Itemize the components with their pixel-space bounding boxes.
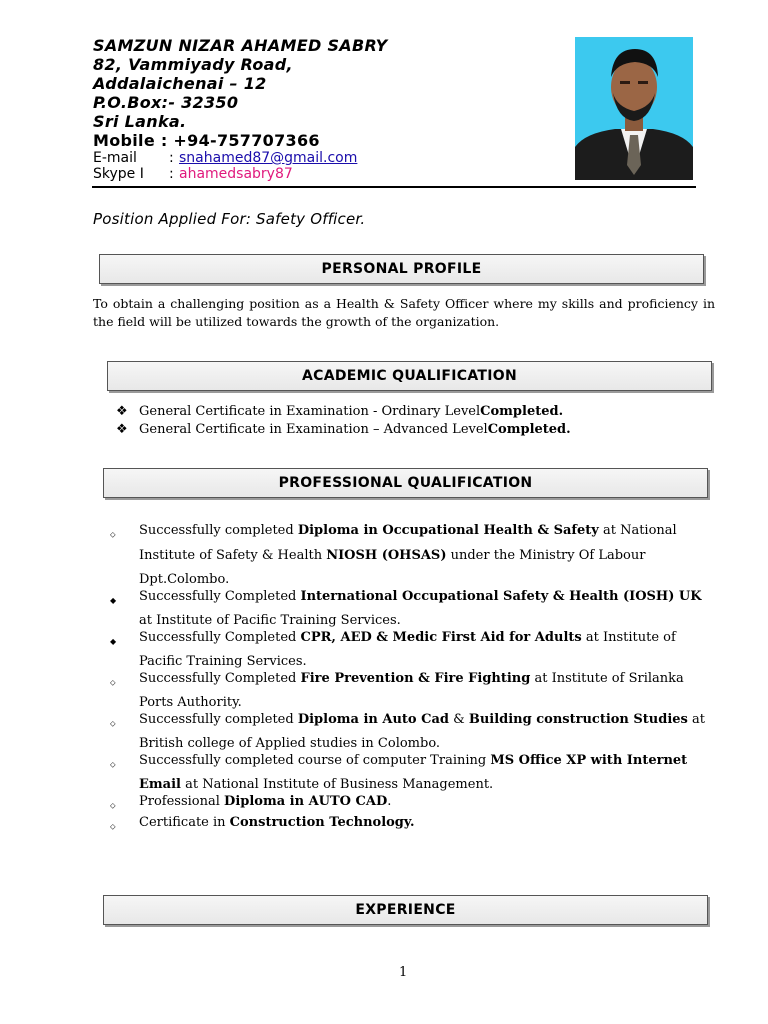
position-applied: Position Applied For: Safety Officer. <box>93 210 366 228</box>
item-text: General Certificate in Examination - Ordinary Level <box>139 404 481 419</box>
country: Sri Lanka. <box>93 112 187 131</box>
address-line-1: 82, Vammiyady Road, <box>93 55 293 74</box>
pobox: P.O.Box:- 32350 <box>93 93 239 112</box>
profile-photo <box>575 37 693 180</box>
skype-label: Skype I <box>93 166 144 182</box>
bullet-icon: ⬦ <box>110 821 116 831</box>
header <box>93 36 388 182</box>
bullet-icon: ⬦ <box>110 718 116 728</box>
item-status: Completed. <box>480 404 564 419</box>
diamond-bullet-icon: ❖ <box>116 422 128 437</box>
item-status: Completed. <box>487 422 571 437</box>
skype-row <box>93 166 388 182</box>
bullet-icon: ◆ <box>110 595 117 605</box>
list-item: ⬦ Successfully completed Diploma in Occupational Health & Safety at National Institute of Safety & Health NIOSH (OHSAS) under the Ministry Of Labour Dpt.Colombo. <box>110 519 716 593</box>
email-row <box>93 150 388 166</box>
list-item: ◆ Successfully Completed International Occupational Safety & Health (IOSH) UK at Institute of Pacific Training Services. <box>110 585 716 634</box>
section-title: ACADEMIC QUALIFICATION <box>302 368 517 384</box>
skype-colon: : <box>169 166 174 182</box>
professional-list <box>110 519 716 835</box>
section-personal-profile <box>99 254 704 284</box>
email-link[interactable]: snahamed87@gmail.com <box>179 150 358 166</box>
bullet-icon: ◆ <box>110 636 117 646</box>
bullet-icon: ⬦ <box>110 677 116 687</box>
section-title: PERSONAL PROFILE <box>321 261 482 277</box>
email-label: E-mail <box>93 150 137 166</box>
list-item: ⬦ Successfully completed course of computer Training MS Office XP with Internet Email at National Institute of Business Management. <box>110 749 716 798</box>
section-professional <box>103 468 708 498</box>
mobile-number: Mobile : +94-757707366 <box>93 131 320 150</box>
diamond-bullet-icon: ❖ <box>116 404 128 419</box>
list-item: ⬦ Certificate in Construction Technology. <box>110 814 716 835</box>
profile-text: To obtain a challenging position as a Health & Safety Officer where my skills and proficiency in the field will be utilized towards the growth of the organization. <box>93 296 715 329</box>
item-text: General Certificate in Examination – Advanced Level <box>139 422 488 437</box>
section-academic <box>107 361 712 391</box>
academic-list <box>116 403 571 439</box>
list-item <box>116 421 571 439</box>
list-item: ◆ Successfully Completed CPR, AED & Medic First Aid for Adults at Institute of Pacific Training Services. <box>110 626 716 675</box>
bullet-icon: ⬦ <box>110 530 116 539</box>
candidate-name: SAMZUN NIZAR AHAMED SABRY <box>93 36 388 55</box>
list-item: ⬦ Professional Diploma in AUTO CAD. <box>110 793 716 814</box>
bullet-icon: ⬦ <box>110 759 116 769</box>
list-item: ⬦ Successfully completed Diploma in Auto Cad & Building construction Studies at British college of Applied studies in Colombo. <box>110 708 716 757</box>
skype-id: ahamedsabry87 <box>179 166 293 182</box>
section-title: PROFESSIONAL QUALIFICATION <box>278 475 533 491</box>
section-title: EXPERIENCE <box>355 902 456 918</box>
page-number: 1 <box>399 965 408 980</box>
address-line-2: Addalaichenai – 12 <box>93 74 267 93</box>
bullet-icon: ⬦ <box>110 800 116 810</box>
header-divider <box>92 186 696 188</box>
list-item <box>116 403 571 421</box>
section-experience <box>103 895 708 925</box>
email-colon: : <box>169 150 174 166</box>
list-item: ⬦ Successfully Completed Fire Prevention & Fire Fighting at Institute of Srilanka Ports Authority. <box>110 667 716 716</box>
